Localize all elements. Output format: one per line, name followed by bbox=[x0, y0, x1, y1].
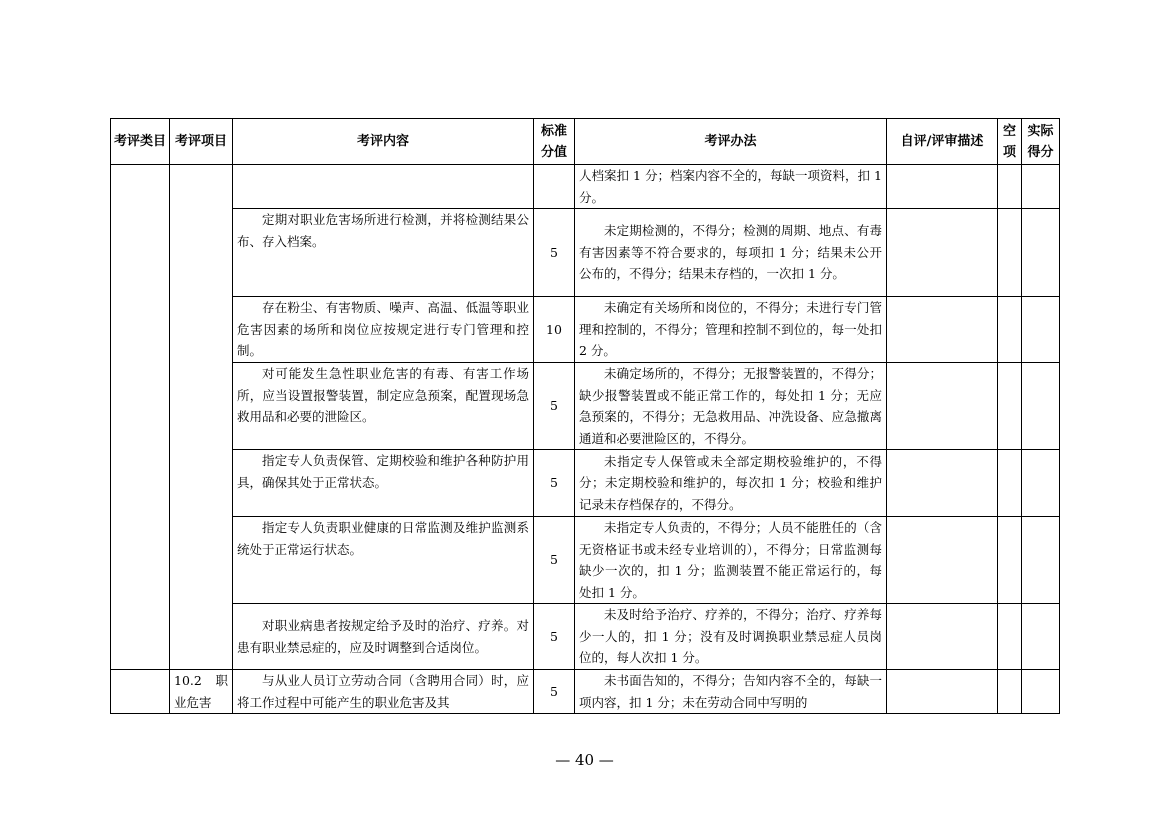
table-row bbox=[111, 604, 1060, 670]
score-cell: 5 bbox=[534, 517, 575, 604]
actual-score-cell bbox=[1022, 517, 1060, 604]
blank-cell bbox=[998, 450, 1022, 517]
item-cell bbox=[170, 165, 233, 670]
content-cell: 与从业人员订立劳动合同（含聘用合同）时，应将工作过程中可能产生的职业危害及其 bbox=[233, 670, 534, 714]
header-category: 考评类目 bbox=[111, 119, 170, 165]
actual-score-cell bbox=[1022, 209, 1060, 297]
header-score: 标准分值 bbox=[534, 119, 575, 165]
method-cell: 人档案扣 1 分；档案内容不全的，每缺一项资料，扣 1 分。 bbox=[575, 165, 887, 209]
score-cell: 5 bbox=[534, 209, 575, 297]
table-row bbox=[111, 450, 1060, 517]
actual-score-cell bbox=[1022, 670, 1060, 714]
header-item: 考评项目 bbox=[170, 119, 233, 165]
actual-score-cell bbox=[1022, 363, 1060, 450]
method-cell: 未及时给予治疗、疗养的，不得分；治疗、疗养每少一人的，扣 1 分；没有及时调换职业禁忌症人员岗位的，每人次扣 1 分。 bbox=[575, 604, 887, 670]
table-row bbox=[111, 165, 1060, 209]
blank-cell bbox=[998, 517, 1022, 604]
header-row bbox=[111, 119, 1060, 165]
self-review-cell bbox=[887, 363, 998, 450]
content-cell: 定期对职业危害场所进行检测，并将检测结果公布、存入档案。 bbox=[233, 209, 534, 297]
actual-score-cell bbox=[1022, 297, 1060, 363]
score-cell: 5 bbox=[534, 450, 575, 517]
self-review-cell bbox=[887, 604, 998, 670]
self-review-cell bbox=[887, 165, 998, 209]
actual-score-cell bbox=[1022, 450, 1060, 517]
content-cell: 存在粉尘、有害物质、噪声、高温、低温等职业危害因素的场所和岗位应按规定进行专门管理和控制。 bbox=[233, 297, 534, 363]
blank-cell bbox=[998, 297, 1022, 363]
item-cell: 10.2 职业危害 bbox=[170, 670, 233, 714]
self-review-cell bbox=[887, 297, 998, 363]
score-cell: 5 bbox=[534, 604, 575, 670]
table-row bbox=[111, 209, 1060, 297]
page-number: — 40 — bbox=[555, 751, 614, 769]
header-method: 考评办法 bbox=[575, 119, 887, 165]
method-cell: 未指定专人保管或未全部定期校验维护的，不得分；未定期校验和维护的，每次扣 1 分；校验和维护记录未存档保存的，不得分。 bbox=[575, 450, 887, 517]
method-cell: 未定期检测的，不得分；检测的周期、地点、有毒有害因素等不符合要求的，每项扣 1 分；结果未公开公布的，不得分；结果未存档的，一次扣 1 分。 bbox=[575, 209, 887, 297]
content-cell: 指定专人负责职业健康的日常监测及维护监测系统处于正常运行状态。 bbox=[233, 517, 534, 604]
score-cell bbox=[534, 165, 575, 209]
self-review-cell bbox=[887, 209, 998, 297]
blank-cell bbox=[998, 670, 1022, 714]
method-cell: 未指定专人负责的，不得分；人员不能胜任的（含无资格证书或未经专业培训的），不得分；日常监测每缺少一次的，扣 1 分；监测装置不能正常运行的，每处扣 1 分。 bbox=[575, 517, 887, 604]
self-review-cell bbox=[887, 670, 998, 714]
self-review-cell bbox=[887, 450, 998, 517]
header-content: 考评内容 bbox=[233, 119, 534, 165]
category-cell bbox=[111, 670, 170, 714]
blank-cell bbox=[998, 363, 1022, 450]
method-cell: 未书面告知的，不得分；告知内容不全的，每缺一项内容，扣 1 分；未在劳动合同中写明的 bbox=[575, 670, 887, 714]
table-row bbox=[111, 517, 1060, 604]
score-cell: 5 bbox=[534, 670, 575, 714]
blank-cell bbox=[998, 165, 1022, 209]
category-cell bbox=[111, 165, 170, 670]
table-row bbox=[111, 670, 1060, 714]
evaluation-table bbox=[110, 118, 1060, 714]
content-cell: 对可能发生急性职业危害的有毒、有害工作场所，应当设置报警装置，制定应急预案，配置现场急救用品和必要的泄险区。 bbox=[233, 363, 534, 450]
score-cell: 5 bbox=[534, 363, 575, 450]
blank-cell bbox=[998, 604, 1022, 670]
content-cell bbox=[233, 165, 534, 209]
content-cell: 指定专人负责保管、定期校验和维护各种防护用具，确保其处于正常状态。 bbox=[233, 450, 534, 517]
method-cell: 未确定场所的，不得分；无报警装置的，不得分；缺少报警装置或不能正常工作的，每处扣 1 分；无应急预案的，不得分；无急救用品、冲洗设备、应急撤离通道和必要泄险区的，不得分。 bbox=[575, 363, 887, 450]
blank-cell bbox=[998, 209, 1022, 297]
method-cell: 未确定有关场所和岗位的，不得分；未进行专门管理和控制的，不得分；管理和控制不到位的，每一处扣 2 分。 bbox=[575, 297, 887, 363]
actual-score-cell bbox=[1022, 165, 1060, 209]
self-review-cell bbox=[887, 517, 998, 604]
score-cell: 10 bbox=[534, 297, 575, 363]
content-cell: 对职业病患者按规定给予及时的治疗、疗养。对患有职业禁忌症的，应及时调整到合适岗位。 bbox=[233, 604, 534, 670]
header-blank: 空项 bbox=[998, 119, 1022, 165]
actual-score-cell bbox=[1022, 604, 1060, 670]
table-row bbox=[111, 363, 1060, 450]
header-actual: 实际得分 bbox=[1022, 119, 1060, 165]
header-self-review: 自评/评审描述 bbox=[887, 119, 998, 165]
table-row bbox=[111, 297, 1060, 363]
